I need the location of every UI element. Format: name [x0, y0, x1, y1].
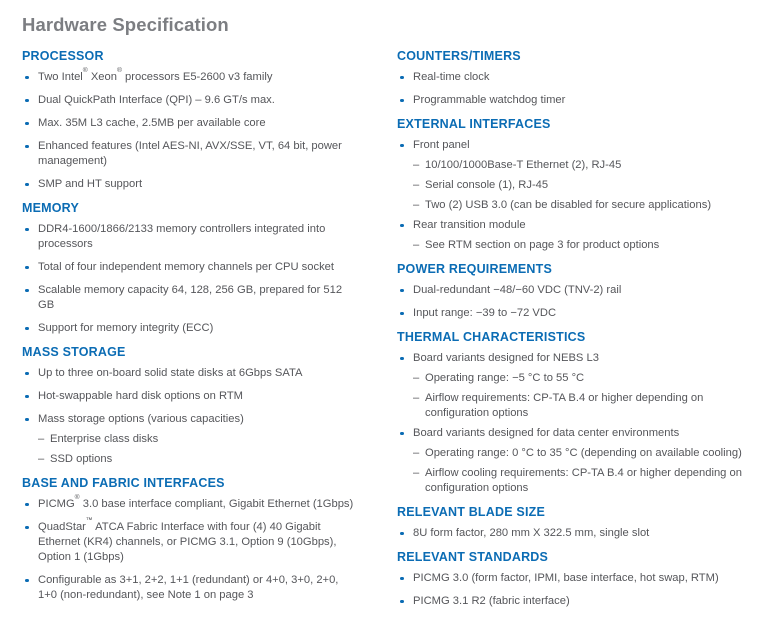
list-item: [22, 412, 360, 427]
sub-list-item: [397, 198, 749, 213]
sub-list-item: [397, 158, 749, 173]
column-1: [22, 40, 375, 611]
bullet-icon: [400, 577, 404, 581]
list-item: [22, 177, 360, 192]
list-item-text: QuadStar™ ATCA Fabric Interface with four (4) 40 Gigabit Ethernet (KR4) channels, or PICMG 3.1, Option 9 (10Gbps), Option 1 (1Gbps): [38, 517, 337, 563]
list-item: [22, 283, 360, 313]
bullet-icon: [400, 532, 404, 536]
bullet-icon: [25, 183, 29, 187]
section-counters-timers: [397, 50, 749, 108]
section-heading: MASS STORAGE: [22, 345, 126, 359]
list-item-text: Real-time clock: [413, 71, 490, 83]
bullet-icon: [400, 357, 404, 361]
section-heading: COUNTERS/TIMERS: [397, 49, 521, 63]
bullet-icon: [25, 228, 29, 232]
list-item-text: SSD options: [50, 453, 113, 465]
list-item: [397, 138, 749, 153]
list-item: [397, 70, 749, 85]
list-item: [397, 594, 749, 609]
list-item-text: PICMG 3.0 (form factor, IPMI, base interface, hot swap, RTM): [413, 572, 719, 584]
list-item: [22, 67, 360, 85]
section-item-list: [397, 70, 749, 108]
section-mass-storage: [22, 346, 375, 467]
spec-columns: [22, 40, 748, 617]
sub-list-item: [397, 446, 749, 461]
list-item-text: Programmable watchdog timer: [413, 94, 566, 106]
list-item-text: Rear transition module: [413, 219, 526, 231]
section-item-list: [397, 283, 749, 321]
sub-list-item: [397, 391, 749, 421]
list-item: [397, 526, 749, 541]
dash-marker-icon: [38, 452, 44, 467]
list-item-text: Hot-swappable hard disk options on RTM: [38, 390, 244, 402]
list-item: [397, 93, 749, 108]
list-item-text: Two (2) USB 3.0 (can be disabled for secure applications): [425, 199, 712, 211]
section-item-list: [397, 351, 749, 496]
list-item-text: Airflow requirements: CP-TA B.4 or higher depending on configuration options: [425, 392, 704, 419]
list-item: [22, 573, 360, 603]
list-item-text: Operating range: −5 °C to 55 °C: [425, 372, 585, 384]
section-item-list: [22, 494, 375, 603]
bullet-icon: [25, 266, 29, 270]
dash-marker-icon: [413, 178, 419, 193]
sub-list-item: [397, 238, 749, 253]
bullet-icon: [25, 122, 29, 126]
bullet-icon: [400, 432, 404, 436]
section-item-list: [22, 67, 375, 192]
list-item-text: Dual QuickPath Interface (QPI) – 9.6 GT/s max.: [38, 94, 275, 106]
dash-marker-icon: [38, 432, 44, 447]
dash-marker-icon: [413, 391, 419, 406]
list-item: [22, 389, 360, 404]
list-item-text: Support for memory integrity (ECC): [38, 322, 214, 334]
list-item-text: Airflow cooling requirements: CP-TA B.4 or higher depending on configuration options: [425, 467, 742, 494]
bullet-icon: [400, 99, 404, 103]
list-item: [22, 222, 360, 252]
list-item-text: Configurable as 3+1, 2+2, 1+1 (redundant) or 4+0, 3+0, 2+0, 1+0 (non-redundant), see Note 1 on page 3: [38, 574, 339, 601]
section-memory: [22, 202, 375, 336]
section-heading: THERMAL CHARACTERISTICS: [397, 330, 586, 344]
section-power-requirements: [397, 263, 749, 321]
bullet-icon: [25, 579, 29, 583]
list-item: [22, 139, 360, 169]
dash-marker-icon: [413, 446, 419, 461]
list-item: [397, 351, 749, 366]
list-item-text: Max. 35M L3 cache, 2.5MB per available core: [38, 117, 266, 129]
bullet-icon: [400, 76, 404, 80]
list-item: [397, 571, 749, 586]
section-processor: [22, 50, 375, 192]
bullet-icon: [25, 418, 29, 422]
list-item: [22, 494, 360, 512]
list-item-text: 10/100/1000Base-T Ethernet (2), RJ-45: [425, 159, 622, 171]
bullet-icon: [400, 289, 404, 293]
bullet-icon: [400, 600, 404, 604]
list-item-text: See RTM section on page 3 for product options: [425, 239, 660, 251]
list-item: [22, 116, 360, 131]
list-item: [22, 260, 360, 275]
bullet-icon: [25, 327, 29, 331]
bullet-icon: [25, 289, 29, 293]
sub-list-item: [397, 178, 749, 193]
list-item-text: Enterprise class disks: [50, 433, 159, 445]
bullet-icon: [400, 144, 404, 148]
column-2: [397, 40, 749, 617]
bullet-icon: [25, 526, 29, 530]
section-base-and-fabric-interfaces: [22, 477, 375, 603]
section-item-list: [22, 366, 375, 467]
dash-marker-icon: [413, 371, 419, 386]
section-external-interfaces: [397, 118, 749, 253]
bullet-icon: [25, 76, 29, 80]
section-heading: RELEVANT STANDARDS: [397, 550, 549, 564]
section-heading: POWER REQUIREMENTS: [397, 262, 552, 276]
bullet-icon: [400, 312, 404, 316]
section-heading: RELEVANT BLADE SIZE: [397, 505, 546, 519]
list-item-text: Two Intel® Xeon® processors E5-2600 v3 family: [38, 67, 273, 83]
dash-marker-icon: [413, 198, 419, 213]
bullet-icon: [25, 395, 29, 399]
sub-list-item: [22, 452, 360, 467]
section-item-list: [22, 222, 375, 336]
section-item-list: [397, 571, 749, 609]
page-title: Hardware Specification: [22, 14, 229, 35]
list-item: [22, 93, 360, 108]
list-item: [397, 283, 749, 298]
list-item: [397, 426, 749, 441]
list-item-text: 8U form factor, 280 mm X 322.5 mm, single slot: [413, 527, 650, 539]
dash-marker-icon: [413, 238, 419, 253]
list-item: [397, 306, 749, 321]
sub-list-item: [22, 432, 360, 447]
section-heading: PROCESSOR: [22, 49, 104, 63]
list-item-text: Scalable memory capacity 64, 128, 256 GB, prepared for 512 GB: [38, 284, 343, 311]
list-item-text: Up to three on-board solid state disks at 6Gbps SATA: [38, 367, 303, 379]
list-item-text: PICMG 3.1 R2 (fabric interface): [413, 595, 570, 607]
dash-marker-icon: [413, 466, 419, 481]
section-heading: EXTERNAL INTERFACES: [397, 117, 551, 131]
list-item: [22, 366, 360, 381]
sub-list-item: [397, 466, 749, 496]
list-item-text: Enhanced features (Intel AES-NI, AVX/SSE, VT, 64 bit, power management): [38, 140, 342, 167]
bullet-icon: [25, 99, 29, 103]
section-heading: BASE AND FABRIC INTERFACES: [22, 476, 225, 490]
section-item-list: [397, 526, 749, 541]
list-item-text: PICMG® 3.0 base interface compliant, Gigabit Ethernet (1Gbps): [38, 494, 354, 510]
bullet-icon: [25, 145, 29, 149]
list-item: [22, 517, 360, 565]
list-item-text: Total of four independent memory channels per CPU socket: [38, 261, 335, 273]
sub-list-item: [397, 371, 749, 386]
section-thermal-characteristics: [397, 331, 749, 496]
list-item-text: SMP and HT support: [38, 178, 143, 190]
list-item-text: Operating range: 0 °C to 35 °C (depending on available cooling): [425, 447, 742, 459]
section-relevant-standards: [397, 551, 749, 609]
list-item-text: Serial console (1), RJ-45: [425, 179, 549, 191]
list-item: [22, 321, 360, 336]
section-relevant-blade-size: [397, 506, 749, 541]
list-item-text: DDR4-1600/1866/2133 memory controllers integrated into processors: [38, 223, 326, 250]
bullet-icon: [400, 224, 404, 228]
section-item-list: [397, 138, 749, 253]
list-item-text: Mass storage options (various capacities): [38, 413, 244, 425]
bullet-icon: [25, 503, 29, 507]
list-item-text: Front panel: [413, 139, 470, 151]
section-heading: MEMORY: [22, 201, 79, 215]
list-item-text: Input range: −39 to −72 VDC: [413, 307, 557, 319]
list-item-text: Board variants designed for NEBS L3: [413, 352, 599, 364]
list-item: [397, 218, 749, 233]
dash-marker-icon: [413, 158, 419, 173]
bullet-icon: [25, 372, 29, 376]
list-item-text: Board variants designed for data center environments: [413, 427, 680, 439]
list-item-text: Dual-redundant −48/−60 VDC (TNV-2) rail: [413, 284, 622, 296]
